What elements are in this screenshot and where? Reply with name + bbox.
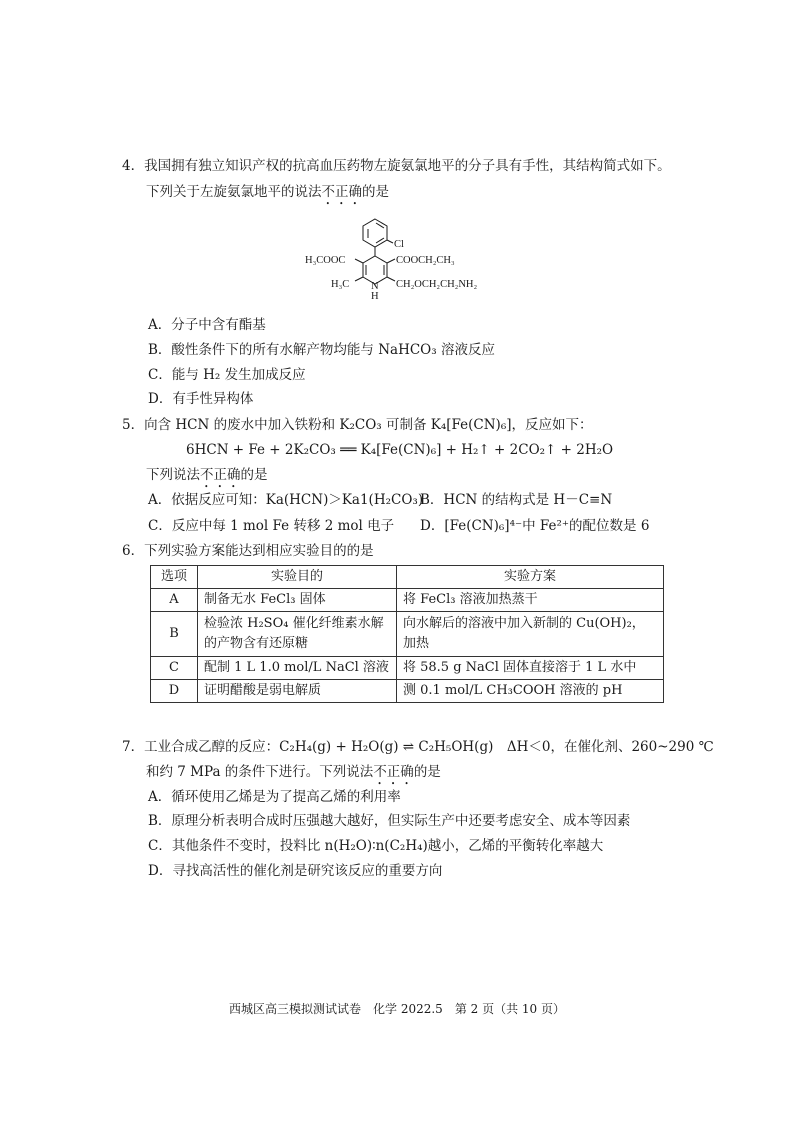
q5-option-a: A．依据反应可知：Ka(HCN)＞Ka1(H₂CO₃) [148,492,424,508]
methyl-bond [355,277,363,281]
side-chain-bond [387,277,395,281]
q6-stem: 6．下列实验方案能达到相应实验目的的是 [122,543,374,559]
row-plan: 向水解后的溶液中加入新制的 Cu(OH)₂，加热 [397,612,664,657]
right-ester-label: COOCH₂CH₃ [396,255,455,266]
molecule-bonds [355,219,395,284]
header-purpose: 实验目的 [198,566,397,589]
q5-option-d: D．[Fe(CN)₆]⁴⁻中 Fe²⁺的配位数是 6 [420,518,650,534]
q7-option-a: A．循环使用乙烯是为了提高乙烯的利用率 [148,789,401,805]
table-header-row [151,566,664,589]
row-purpose: 制备无水 FeCl₃ 固体 [198,589,397,612]
right-ester-bond [387,259,395,263]
cl-label: Cl [394,239,404,250]
row-plan: 将 FeCl₃ 溶液加热蒸干 [397,589,664,612]
q7-prompt: 和约 7 MPa 的条件下进行。下列说法不正确的是 [146,764,441,780]
q7-option-b: B．原理分析表明合成时压强越大越好，但实际生产中还要考虑安全、成本等因素 [148,813,631,829]
q4-option-a: A．分子中含有酯基 [148,317,266,333]
emphasis-incorrect: 不正确 [200,467,241,483]
left-ester-bond [355,259,363,263]
row-purpose: 证明醋酸是弱电解质 [198,680,397,703]
q4-stem: 4．我国拥有独立知识产权的抗高血压药物左旋氨氯地平的分子具有手性，其结构简式如下。 [122,158,671,174]
row-purpose: 检验浓 H₂SO₄ 催化纤维素水解的产物含有还原糖 [198,612,397,657]
row-option: C [151,657,198,680]
nitrogen-label: N [371,281,379,292]
row-plan: 测 0.1 mol/L CH₃COOH 溶液的 pH [397,680,664,703]
amlodipine-structure-diagram [300,213,500,303]
row-purpose: 配制 1 L 1.0 mol/L NaCl 溶液 [198,657,397,680]
q5-option-b: B．HCN 的结构式是 H－C≡N [420,492,613,508]
q5-equation: 6HCN + Fe + 2K₂CO₃ ══ K₄[Fe(CN)₆] + H₂↑ + 2CO₂↑ + 2H₂O [186,442,614,458]
side-chain-label: CH₂OCH₂CH₂NH₂ [396,279,478,290]
experiment-table [150,565,664,703]
benzene-ring [363,219,387,247]
table-row [151,589,664,612]
dihydropyridine-ring [363,256,387,284]
emphasis-incorrect: 不正确 [373,764,414,780]
table-row [151,680,664,703]
q5-stem: 5．向含 HCN 的废水中加入铁粉和 K₂CO₃ 可制备 K₄[Fe(CN)₆]，反应如下： [122,417,593,433]
row-option: B [151,612,198,657]
header-plan: 实验方案 [397,566,664,589]
q4-option-b: B．酸性条件下的所有水解产物均能与 NaHCO₃ 溶液反应 [148,342,495,358]
table-row [151,612,664,657]
emphasis-incorrect: 不正确 [321,184,362,200]
row-option: D [151,680,198,703]
q5-option-c: C．反应中每 1 mol Fe 转移 2 mol 电子 [148,518,395,534]
q7-stem: 7．工业合成乙醇的反应：C₂H₄(g) + H₂O(g) ⇌ C₂H₅OH(g) ΔH＜0，在催化剂、260~290 ℃ [122,739,714,755]
methyl-label: H₃C [331,279,350,290]
q4-option-c: C．能与 H₂ 发生加成反应 [148,367,306,383]
cl-bond [387,240,393,243]
row-option: A [151,589,198,612]
left-ester-label: H₃COOC [305,255,346,266]
q4-prompt: 下列关于左旋氨氯地平的说法不正确的是 [146,184,389,200]
nh-hydrogen-label: H [371,291,379,302]
q7-option-d: D．寻找高活性的催化剂是研究该反应的重要方向 [148,863,443,879]
q7-option-c: C．其他条件不变时，投料比 n(H₂O)∶n(C₂H₄)越小，乙烯的平衡转化率越大 [148,838,604,854]
header-option: 选项 [151,566,198,589]
table-row [151,657,664,680]
row-plan: 将 58.5 g NaCl 固体直接溶于 1 L 水中 [397,657,664,680]
page-footer: 西城区高三模拟测试试卷 化学 2022.5 第 2 页（共 10 页） [229,1002,565,1016]
q4-option-d: D．有手性异构体 [148,391,254,407]
q5-prompt: 下列说法不正确的是 [146,467,268,483]
